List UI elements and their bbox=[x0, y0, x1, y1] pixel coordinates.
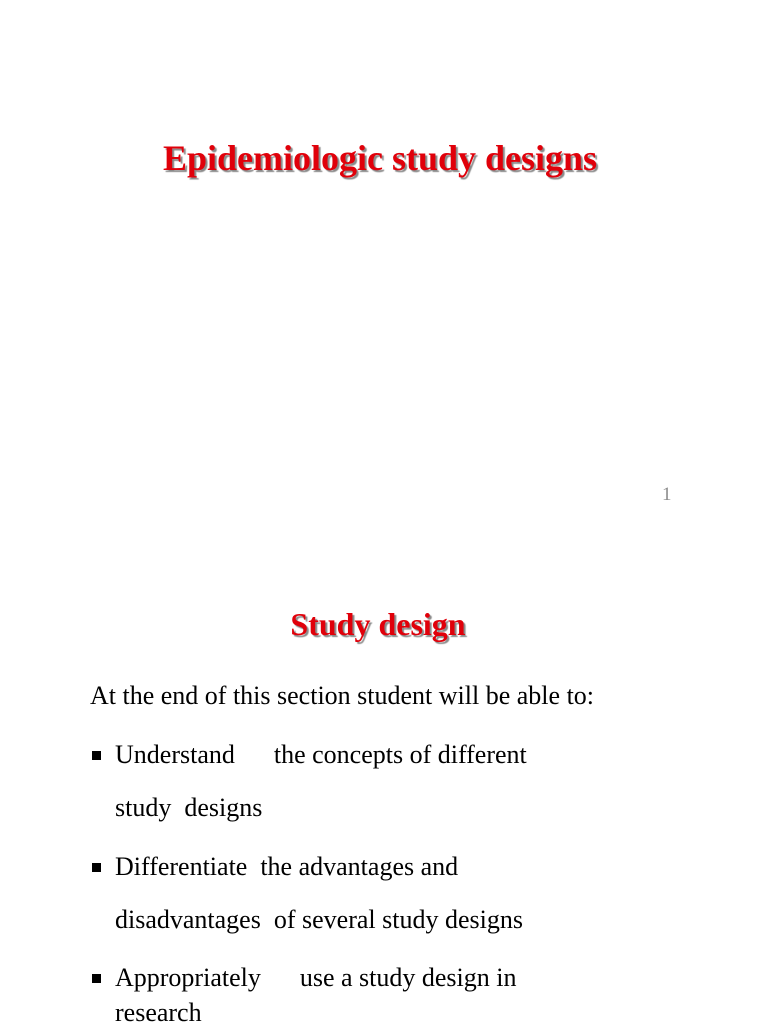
bullet-text-line: study designs bbox=[115, 793, 263, 822]
square-bullet-icon bbox=[92, 863, 101, 872]
slide-1-title: Epidemiologic study designs bbox=[162, 138, 598, 178]
bullet-text-line: Differentiate the advantages and bbox=[115, 852, 459, 881]
slide-2-title: Study design bbox=[290, 606, 466, 642]
slide-number: 1 bbox=[662, 484, 672, 505]
bullet-text-line: Appropriately use a study design in bbox=[115, 963, 517, 992]
square-bullet-icon bbox=[92, 751, 101, 760]
intro-text: At the end of this section student will be able to: bbox=[90, 681, 595, 710]
bullet-text-line: disadvantages of several study designs bbox=[115, 905, 523, 934]
square-bullet-icon bbox=[92, 974, 101, 983]
slide-2 bbox=[0, 540, 768, 1027]
bullet-text-line: Understand the concepts of different bbox=[115, 740, 527, 769]
bullet-text-line: research bbox=[115, 998, 202, 1027]
